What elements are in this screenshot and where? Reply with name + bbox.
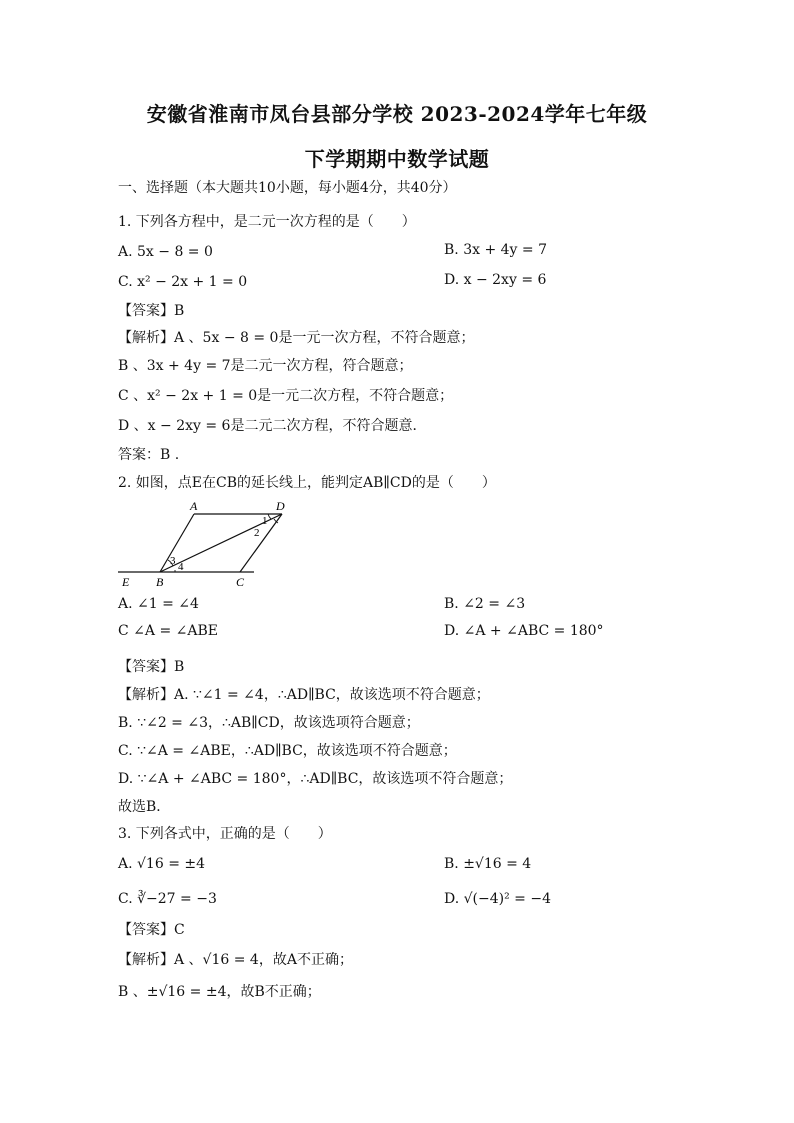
doc-title-line1: 安徽省淮南市凤台县部分学校 2023-2024学年七年级 (146, 102, 648, 126)
fig-angle-3: 3 (170, 555, 176, 567)
fig-label-e: E (122, 575, 130, 589)
q1-explanation-2: B 、3x + 4y = 7是二元一次方程，符合题意； (118, 358, 413, 374)
fig-label-a: A (190, 500, 198, 513)
fig-angle-1: 1 (262, 515, 268, 527)
q1-final: 答案：B . (118, 447, 180, 463)
q3-option-a: A. √16 = ±4 (118, 856, 206, 872)
q1-explanation-1: 【解析】A 、5x − 8 = 0是一元一次方程，不符合题意； (118, 330, 475, 346)
q2-final: 故选B． (118, 799, 171, 815)
q2-option-a: A. ∠1 = ∠4 (118, 596, 199, 612)
fig-label-c: C (236, 575, 245, 589)
q1-explanation-4: D 、x − 2xy = 6是二元二次方程，不符合题意． (118, 418, 427, 434)
q1-option-c: C. x² − 2x + 1 = 0 (118, 274, 248, 290)
q2-option-b: B. ∠2 = ∠3 (444, 596, 526, 612)
doc-title-line2: 下学期期中数学试题 (304, 147, 490, 171)
q3-explanation-2: B 、±√16 = ±4，故B不正确； (118, 984, 321, 1000)
q2-option-d: D. ∠A + ∠ABC = 180° (444, 623, 604, 639)
q2-stem: 2. 如图，点E在CB的延长线上，能判定AB∥CD的是（ ） (118, 475, 496, 491)
q2-geometry-figure (118, 500, 298, 590)
fig-angle-2: 2 (254, 527, 260, 539)
q2-explanation-3: C. ∵∠A = ∠ABE，∴AD∥BC，故该选项不符合题意； (118, 743, 457, 759)
q3-option-b: B. ±√16 = 4 (444, 856, 532, 872)
q3-option-c: C. ∛−27 = −3 (118, 891, 217, 907)
q3-option-d: D. √(−4)² = −4 (444, 891, 551, 907)
q3-explanation-1: 【解析】A 、√16 = 4，故A不正确； (118, 952, 353, 968)
q2-explanation-4: D. ∵∠A + ∠ABC = 180°，∴AD∥BC，故该选项不符合题意； (118, 771, 513, 787)
q1-option-b: B. 3x + 4y = 7 (444, 242, 547, 258)
q1-option-d: D. x − 2xy = 6 (444, 272, 547, 288)
q1-explanation-3: C 、x² − 2x + 1 = 0是一元二次方程，不符合题意； (118, 388, 454, 404)
q2-option-c: C ∠A = ∠ABE (118, 623, 218, 639)
q1-answer: 【答案】B (118, 303, 185, 319)
q3-stem: 3. 下列各式中，正确的是（ ） (118, 826, 332, 842)
q2-explanation-2: B. ∵∠2 = ∠3，∴AB∥CD，故该选项符合题意； (118, 715, 420, 731)
fig-label-b: B (156, 575, 164, 589)
q2-answer: 【答案】B (118, 659, 185, 675)
section-heading: 一、选择题（本大题共10小题，每小题4分，共40分） (118, 180, 457, 196)
fig-angle-4: 4 (178, 561, 184, 573)
q3-answer: 【答案】C (118, 922, 185, 938)
q2-explanation-1: 【解析】A. ∵∠1 = ∠4，∴AD∥BC，故该选项不符合题意； (118, 687, 490, 703)
q1-option-a: A. 5x − 8 = 0 (118, 244, 213, 260)
q1-stem: 1. 下列各方程中，是二元一次方程的是（ ） (118, 214, 416, 230)
fig-label-d: D (276, 500, 285, 513)
